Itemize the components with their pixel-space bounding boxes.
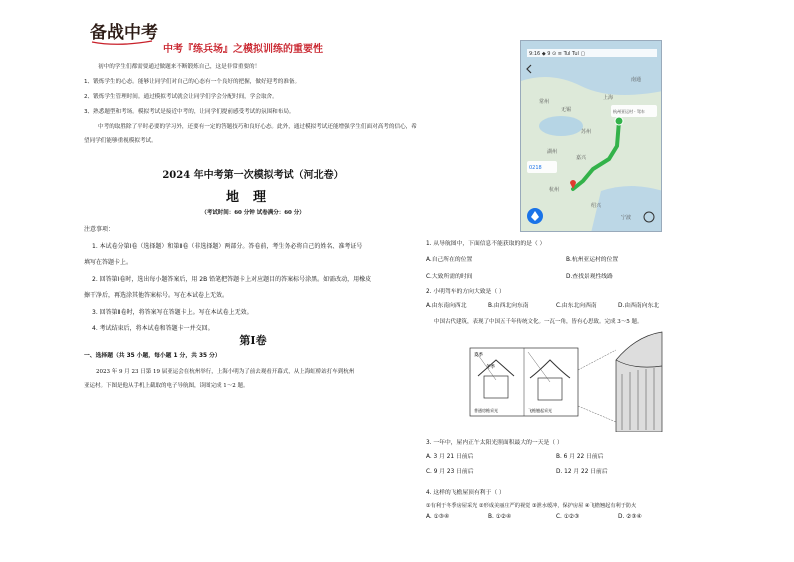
option[interactable]: C. ①②③ bbox=[556, 514, 580, 520]
question-4 bbox=[426, 487, 672, 528]
exam-info: （考试时间：60 分钟 试卷满分：60 分） bbox=[201, 210, 305, 216]
map-label: 无锡 bbox=[561, 107, 572, 113]
option[interactable]: A.自己所在的位置 bbox=[426, 257, 473, 263]
map-label: 上海 bbox=[603, 95, 614, 101]
option[interactable]: D. ②③④ bbox=[618, 514, 642, 520]
option[interactable]: C.由东北向西南 bbox=[556, 303, 597, 309]
fig-label: 冬季 bbox=[486, 365, 495, 370]
option[interactable]: A.由东南向西北 bbox=[426, 303, 467, 309]
note-line: 擦干净后，再选涂其他答案标号。写在本试卷上无效。 bbox=[84, 292, 229, 299]
question-2 bbox=[426, 286, 672, 314]
subject-title: 地理 bbox=[225, 190, 280, 205]
logo-text: 备战中考 bbox=[90, 23, 158, 43]
logo-icon bbox=[88, 16, 158, 48]
option[interactable]: B. 6 月 22 日前后 bbox=[556, 454, 604, 460]
material-line: 2023 年 9 月 23 日第 19 届亚运会在杭州举行，上海小明为了前去观看开幕式，从上海虹桥站打车到杭州 bbox=[96, 369, 355, 375]
option[interactable]: A. 3 月 21 日前后 bbox=[426, 454, 474, 460]
passage: 中国古代建筑，表现了中国五千年传统文化。一瓦一角，皆有心思致。完成 3～5 题。 bbox=[434, 319, 643, 325]
navigation-map bbox=[520, 40, 662, 232]
map-route-info: 杭州亚运村 · 驾车 bbox=[613, 109, 645, 114]
map-label: 常州 bbox=[539, 99, 550, 105]
fig-label: 夏季 bbox=[474, 353, 483, 358]
material-block bbox=[84, 365, 422, 393]
option[interactable]: D.由西南向东北 bbox=[618, 303, 660, 309]
intro-line: 初中的学生们都需要通过做题来不断锻炼自己，这是非常重要的！ bbox=[98, 64, 261, 70]
option[interactable]: C.大致所需的时间 bbox=[426, 274, 473, 280]
question-1 bbox=[426, 238, 672, 247]
note-line: 2. 回答第Ⅰ卷时，选出每小题答案后，用 2B 铅笔把答题卡上对应题目的答案标号涂黑。如需改动，用橡皮 bbox=[92, 275, 372, 283]
eaves-figure bbox=[466, 330, 666, 432]
note-line: 1. 本试卷分第Ⅰ卷（选择题）和第Ⅱ卷（非选择题）两部分。答卷前，考生务必将自己的姓名、准考证号 bbox=[92, 242, 363, 250]
option[interactable]: C. 9 月 23 日前后 bbox=[426, 469, 474, 475]
map-label: 苏州 bbox=[581, 129, 592, 135]
map-label: 嘉兴 bbox=[576, 155, 587, 161]
volume-heading: 第Ⅰ卷 bbox=[239, 334, 267, 347]
option[interactable]: D.查找景观性线路 bbox=[566, 274, 613, 280]
option[interactable]: B.由西北向东南 bbox=[488, 303, 529, 309]
question-stem: 3. 一年中，屋内正午太阳光照面积最大的一天是（ ） bbox=[426, 440, 563, 446]
fig-caption: 普通房檐采光 bbox=[474, 408, 498, 413]
fig-caption: 飞檐翘起采光 bbox=[528, 408, 552, 413]
material-line: 亚运村。下图是他从手机上截取的电子导航图，读图完成 1～2 题。 bbox=[84, 383, 249, 389]
notes-heading: 注意事项： bbox=[84, 226, 115, 233]
banner-title: 中考『练兵场』之模拟训练的重要性 bbox=[163, 44, 323, 55]
map-label: 宁波 bbox=[621, 215, 632, 221]
question-3 bbox=[426, 437, 672, 480]
option[interactable]: B.杭州亚运村的位置 bbox=[566, 257, 619, 263]
question-statements: ①有利于冬季房屋采光 ②形成美丽庄严的视觉 ③泄水缓冲，保护房屋 ④飞檐翘起有利于防火 bbox=[426, 503, 637, 509]
note-line: 4. 考试结束后，将本试卷和答题卡一并交回。 bbox=[92, 325, 214, 332]
intro-line: 中考的取胜除了平时必要的学习外，还要有一定的答题技巧和良好心态。此外，通过模拟考试还能增强学生们面对高考的信心，希望同学们能够重视模拟考试。 bbox=[84, 124, 417, 144]
question-stem: 2. 小明驾车的方向大致是（ ） bbox=[426, 289, 505, 295]
map-eta: 0218 bbox=[529, 165, 542, 171]
question-1-options bbox=[426, 254, 672, 285]
note-line: 填写在答题卡上。 bbox=[84, 259, 133, 266]
map-graphic bbox=[521, 41, 662, 232]
map-label: 绍兴 bbox=[591, 203, 602, 209]
map-status-bar: 9:16 ◆ 9 ⊙ ≡ Tul Tul ▢ bbox=[529, 51, 586, 57]
intro-line: 3、熟悉题型和考场。模拟考试是接近中考的，让同学们提前感受考试的氛围和布局。 bbox=[84, 109, 295, 115]
map-label: 杭州 bbox=[549, 187, 560, 193]
map-label: 湖州 bbox=[547, 149, 558, 155]
map-label: 南通 bbox=[631, 77, 642, 83]
option[interactable]: D. 12 月 22 日前后 bbox=[556, 469, 608, 475]
notes-block bbox=[84, 222, 422, 338]
option[interactable]: B. ①②④ bbox=[488, 514, 512, 520]
section-heading: 一、选择题（共 35 小题，每小题 1 分，共 35 分） bbox=[84, 353, 221, 359]
intro-block bbox=[84, 60, 420, 148]
option[interactable]: A. ①③④ bbox=[426, 514, 450, 520]
exam-title: 2024 年中考第一次模拟考试（河北卷） bbox=[162, 170, 344, 181]
intro-line: 2、锻炼学生管理时间。通过模拟考试就会让同学们学会分配时间，学会取舍。 bbox=[84, 94, 278, 100]
note-line: 3. 回答第Ⅱ卷时，将答案写在答题卡上。写在本试卷上无效。 bbox=[92, 308, 253, 316]
question-stem: 1. 从导航图中，下面信息不能获取的的是（ ） bbox=[426, 241, 546, 247]
intro-line: 1、锻炼学生的心态。能够让同学们对自己的心态有一个良好的把握，做好迎考的准备。 bbox=[84, 79, 301, 85]
question-stem: 4. 这样的飞檐屋顶有利于（ ） bbox=[426, 490, 505, 496]
